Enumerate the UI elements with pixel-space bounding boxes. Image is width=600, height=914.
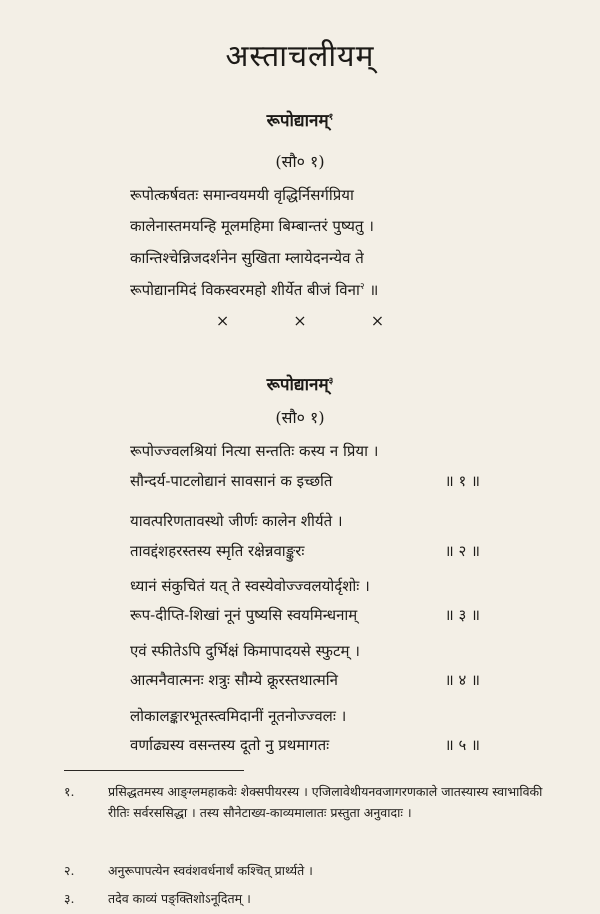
footnote <box>64 888 564 910</box>
verse-line-text: रूपोद्यानमिदं विकस्वरमहो शीर्येत बीजं विना <box>130 281 360 299</box>
footnote <box>64 860 564 882</box>
verse-line: यावत्परिणतावस्थो जीर्णः कालेन शीर्यते । <box>130 512 343 530</box>
verse-line-text: सौन्दर्य-पाटलोद्यानं सावसानं क इच्छति <box>130 472 333 490</box>
verse-number: ॥ २ ॥ <box>444 542 480 560</box>
footnote <box>64 781 564 845</box>
section-heading-1-text: रूपोद्यानम् <box>266 111 329 131</box>
verse-line: कान्तिश्चेन्निजदर्शनेन सुखिता म्लायेदनन्येव ते <box>130 249 364 267</box>
section-separator <box>0 311 600 330</box>
verse-line: कालेनास्तमयन्हि मूलमहिमा बिम्बान्तरं पुष्यतु । <box>130 217 374 235</box>
verse-line <box>130 735 480 755</box>
footnote-number: ३. <box>64 891 75 906</box>
verse-number: ॥ १ ॥ <box>444 472 480 490</box>
footnote-mark-3: ३ <box>328 376 334 387</box>
page-title: अस्ताचलीयम् <box>225 39 375 74</box>
verse-line-text: आत्मनैवात्मनः शत्रुः सौम्ये क्रूरस्तथात्मनि <box>130 671 338 689</box>
footnote-divider <box>64 770 244 771</box>
verse-number: ॥ ४ ॥ <box>444 671 480 689</box>
separator-mark: × <box>215 311 230 330</box>
verse-line-text: रूप-दीप्ति-शिखां नूनं पुष्यसि स्वयमिन्धनाम् <box>130 606 358 624</box>
footnote-number: २. <box>64 863 75 878</box>
verse-line-text: तावद्दंशहरस्तस्य स्मृति रक्षेन्नवाङ्कुरः <box>130 542 305 560</box>
footnote-text: तदेव काव्यं पङ्क्तिशोऽनूदितम् । <box>108 891 251 906</box>
section-heading-2 <box>0 372 600 395</box>
footnote-text: प्रसिद्धतमस्य आङ्ग्लमहाकवेः शेक्सपीयरस्य । एजिलावेथीयनवजागरणकाले जातस्यास्य स्वाभाविकी रीतिः सर्वरससिद्धा । तस्य सौनेटाख्य-काव्यमालातः प्रस्तुता अनुवादाः । <box>108 784 543 820</box>
verse-line: लोकालङ्कारभूतस्त्वमिदानीं नूतनोज्ज्वलः । <box>130 707 347 725</box>
verse-end-mark: ॥ <box>369 281 379 299</box>
verse-line <box>130 471 480 491</box>
separator-mark: × <box>370 311 385 330</box>
footnote-number: १. <box>64 784 75 799</box>
meter-label-1: (सौ० १) <box>275 152 325 171</box>
footnote-mark-1: १ <box>328 112 334 123</box>
verse-number: ॥ ५ ॥ <box>444 736 480 754</box>
verse-line: ध्यानं संकुचितं यत् ते स्वस्येवोज्ज्वलयोर्दृशोः । <box>130 577 370 595</box>
separator-mark: × <box>293 311 307 330</box>
verse-line: एवं स्फीतेऽपि दुर्भिक्षं किमापादयसे स्फुटम् । <box>130 642 360 660</box>
verse-line: रूपोज्ज्वलश्रियां नित्या सन्ततिः कस्य न प्रिया । <box>130 442 379 460</box>
verse-line <box>130 279 480 300</box>
verse-line <box>130 541 480 561</box>
verse-line-text: वर्णाढ्यस्य वसन्तस्य दूतो नु प्रथमागतः <box>130 736 330 754</box>
verse-number: ॥ ३ ॥ <box>444 606 480 624</box>
section-heading-2-text: रूपोद्यानम् <box>266 375 329 395</box>
section-heading-1 <box>0 108 600 131</box>
footnote-mark-2: २ <box>359 282 365 292</box>
meter-label-2: (सौ० १) <box>275 408 325 427</box>
verse-line <box>130 670 480 690</box>
footnote-text: अनुरूपापत्येन स्ववंशवर्धनार्थं कश्चित् प्रार्थ्यते । <box>108 863 313 878</box>
verse-line: रूपोत्कर्षवतः समान्वयमयी वृद्धिर्निसर्गप्रिया <box>130 186 354 204</box>
verse-line <box>130 605 480 625</box>
